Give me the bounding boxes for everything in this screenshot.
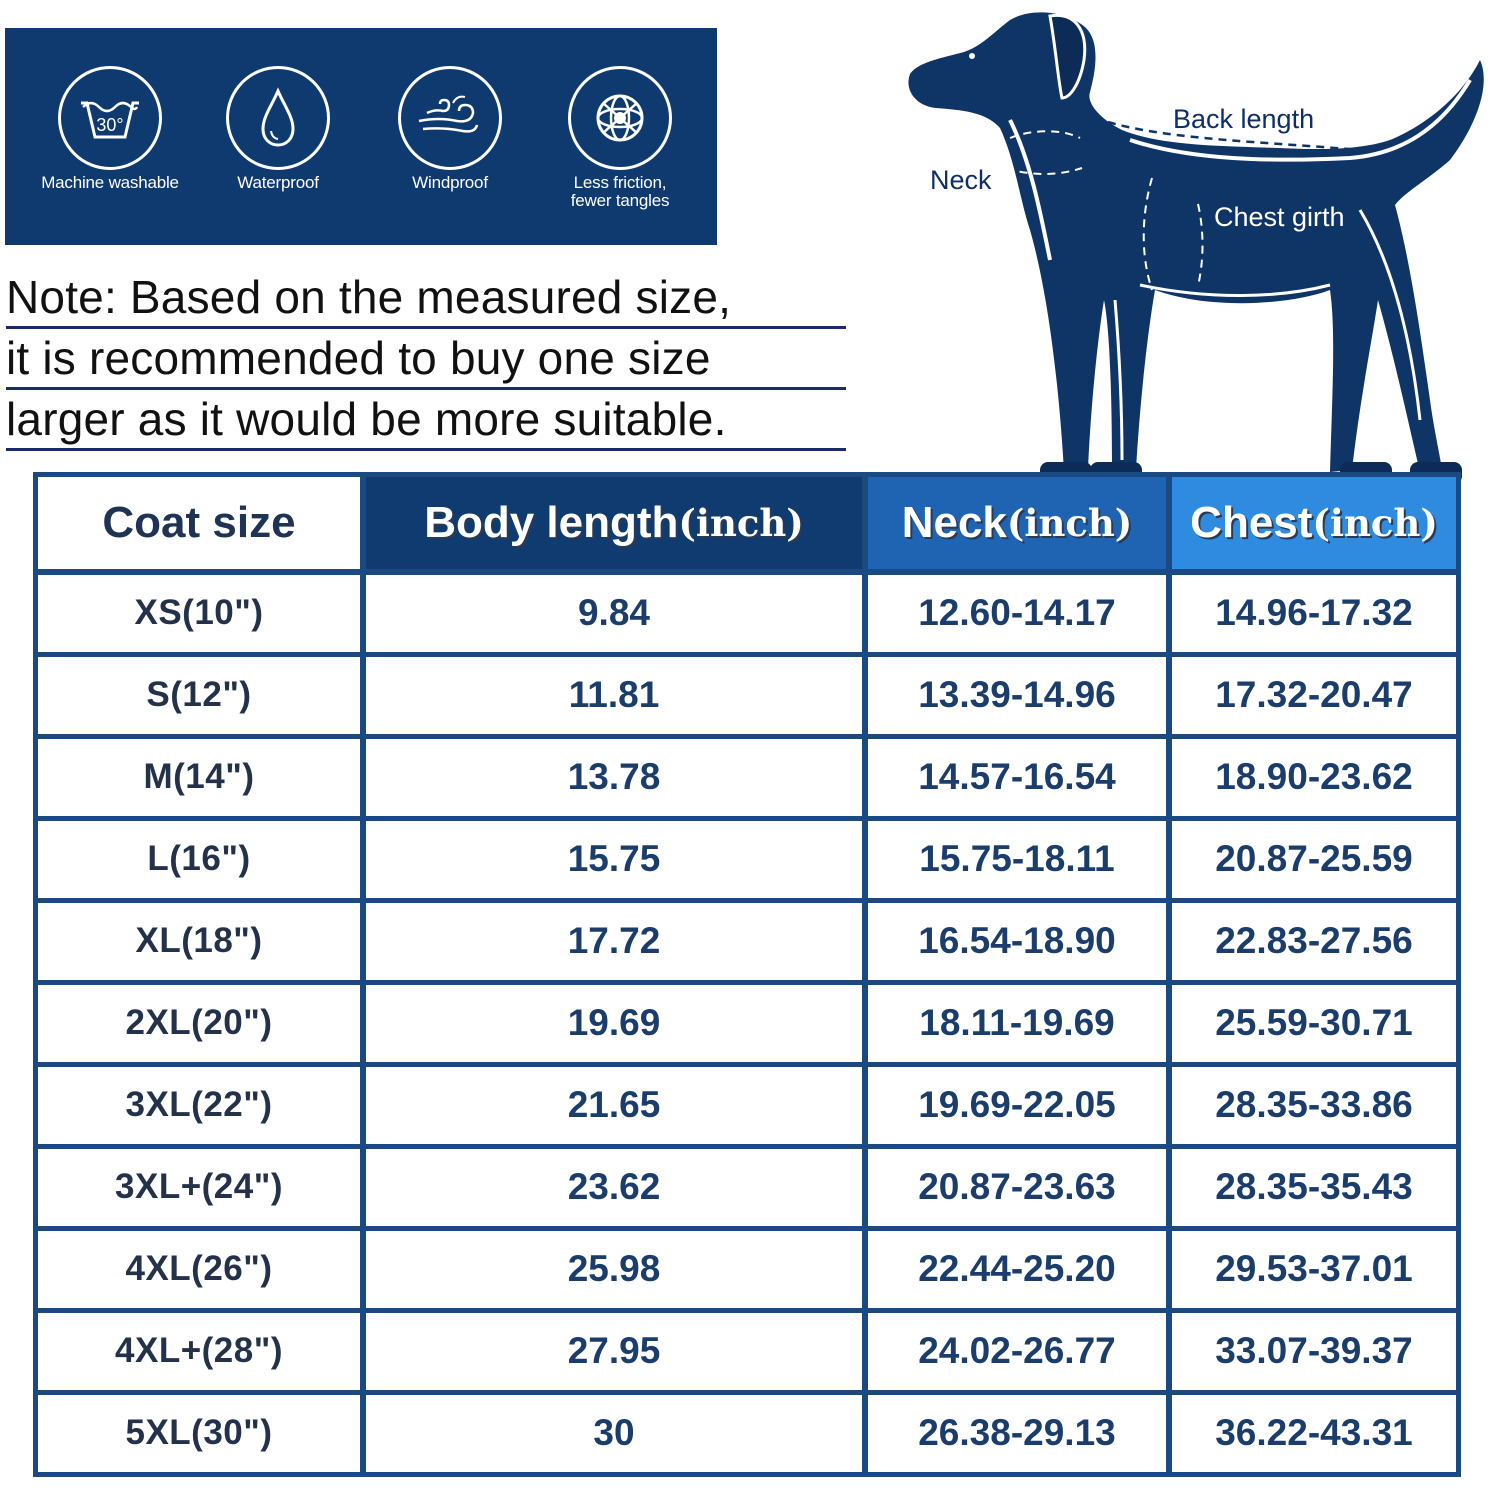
- body-length-cell: 13.78: [366, 739, 862, 816]
- feature-less-friction: [535, 66, 705, 236]
- body-length-cell: 25.98: [366, 1231, 862, 1308]
- size-cell: XS(10"): [38, 575, 360, 652]
- feature-banner: [5, 28, 717, 245]
- chest-cell: 20.87-25.59: [1172, 821, 1456, 898]
- size-cell: 2XL(20"): [38, 985, 360, 1062]
- feature-machine-washable: [25, 66, 195, 236]
- neck-cell: 24.02-26.77: [868, 1313, 1166, 1390]
- note-line-2: it is recommended to buy one size: [6, 329, 846, 390]
- chest-cell: 25.59-30.71: [1172, 985, 1456, 1062]
- body-length-cell: 23.62: [366, 1149, 862, 1226]
- dog-silhouette-icon: [890, 0, 1500, 490]
- body-length-cell: 19.69: [366, 985, 862, 1062]
- neck-cell: 13.39-14.96: [868, 657, 1166, 734]
- neck-cell: 20.87-23.63: [868, 1149, 1166, 1226]
- chest-cell: 18.90-23.62: [1172, 739, 1456, 816]
- back-length-label: Back length: [1173, 104, 1315, 134]
- feature-label: Windproof: [412, 173, 488, 192]
- neck-cell: 14.57-16.54: [868, 739, 1166, 816]
- header-chest: Chest (inch): [1172, 477, 1456, 569]
- body-length-cell: 9.84: [366, 575, 862, 652]
- feature-waterproof: [193, 66, 363, 236]
- neck-cell: 26.38-29.13: [868, 1395, 1166, 1472]
- dog-measurement-diagram: [890, 0, 1500, 490]
- chest-cell: 14.96-17.32: [1172, 575, 1456, 652]
- neck-cell: 18.11-19.69: [868, 985, 1166, 1062]
- neck-cell: 19.69-22.05: [868, 1067, 1166, 1144]
- feature-label: Machine washable: [41, 173, 179, 192]
- body-length-cell: 15.75: [366, 821, 862, 898]
- body-length-cell: 30: [366, 1395, 862, 1472]
- header-body-length: Body length (inch): [366, 477, 862, 569]
- neck-cell: 15.75-18.11: [868, 821, 1166, 898]
- neck-label: Neck: [930, 165, 992, 195]
- size-cell: L(16"): [38, 821, 360, 898]
- feature-label: Less friction, fewer tangles: [570, 173, 670, 210]
- body-length-cell: 21.65: [366, 1067, 862, 1144]
- feature-windproof: [365, 66, 535, 236]
- chest-cell: 28.35-33.86: [1172, 1067, 1456, 1144]
- chest-cell: 29.53-37.01: [1172, 1231, 1456, 1308]
- size-cell: 4XL+(28"): [38, 1313, 360, 1390]
- svg-text:30°: 30°: [96, 115, 124, 135]
- body-length-cell: 11.81: [366, 657, 862, 734]
- size-cell: M(14"): [38, 739, 360, 816]
- wind-icon: [398, 66, 502, 170]
- chest-cell: 28.35-35.43: [1172, 1149, 1456, 1226]
- size-cell: XL(18"): [38, 903, 360, 980]
- size-table: [33, 472, 1461, 1477]
- header-coat-size: Coat size: [38, 477, 360, 569]
- body-length-cell: 17.72: [366, 903, 862, 980]
- header-neck: Neck (inch): [868, 477, 1166, 569]
- size-cell: S(12"): [38, 657, 360, 734]
- note-line-1: Note: Based on the measured size,: [6, 268, 846, 329]
- neck-cell: 12.60-14.17: [868, 575, 1166, 652]
- size-cell: 3XL(22"): [38, 1067, 360, 1144]
- size-cell: 5XL(30"): [38, 1395, 360, 1472]
- chest-cell: 36.22-43.31: [1172, 1395, 1456, 1472]
- body-length-cell: 27.95: [366, 1313, 862, 1390]
- wash-30-icon: [58, 66, 162, 170]
- size-cell: 4XL(26"): [38, 1231, 360, 1308]
- size-note: [6, 268, 846, 451]
- size-cell: 3XL+(24"): [38, 1149, 360, 1226]
- water-drop-icon: [226, 66, 330, 170]
- neck-cell: 22.44-25.20: [868, 1231, 1166, 1308]
- feature-label: Waterproof: [237, 173, 319, 192]
- chest-cell: 22.83-27.56: [1172, 903, 1456, 980]
- chest-girth-label: Chest girth: [1214, 202, 1345, 232]
- chest-cell: 17.32-20.47: [1172, 657, 1456, 734]
- fabric-ball-icon: [568, 66, 672, 170]
- chest-cell: 33.07-39.37: [1172, 1313, 1456, 1390]
- neck-cell: 16.54-18.90: [868, 903, 1166, 980]
- note-line-3: larger as it would be more suitable.: [6, 390, 846, 451]
